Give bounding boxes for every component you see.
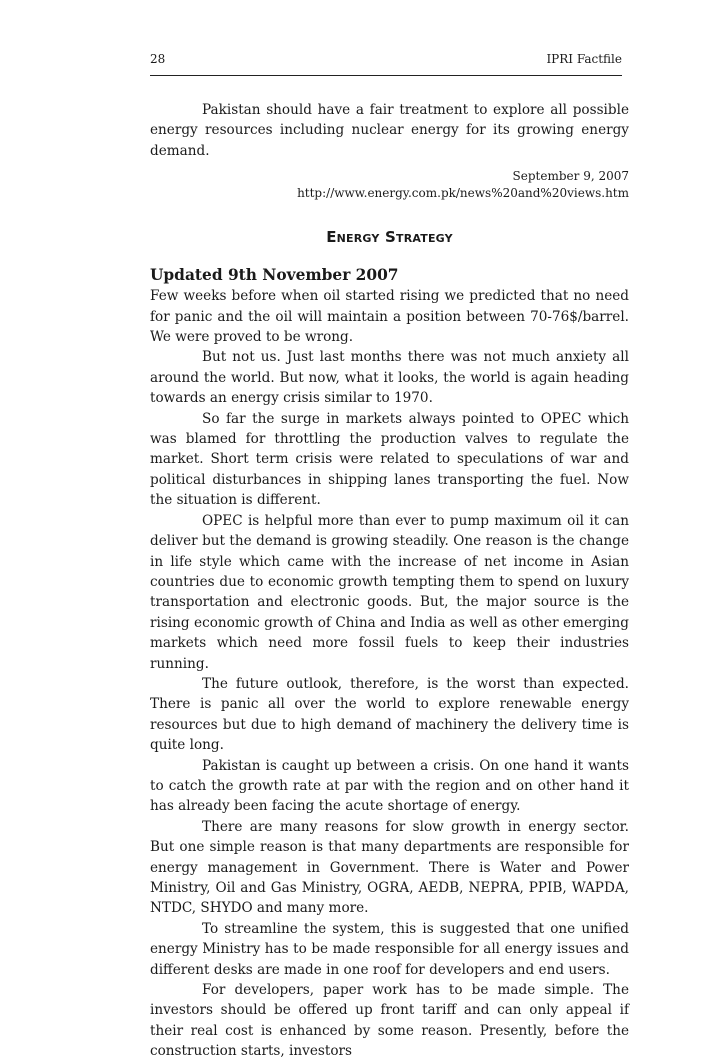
paragraph: To streamline the system, this is suggested that one unified energy Ministry has to be made responsible for all energy issues and different desks are made in one roof for developers and end users. bbox=[150, 920, 629, 978]
page-number: 28 bbox=[150, 52, 166, 66]
paragraph: Pakistan is caught up between a crisis. On one hand it wants to catch the growth rate at par with the region and on other hand it has already been facing the acute shortage of energy. bbox=[150, 757, 629, 815]
updated-line: Updated 9th November 2007 bbox=[150, 266, 399, 285]
page-header bbox=[150, 50, 622, 74]
paragraph: But not us. Just last months there was not much anxiety all around the world. But now, what it looks, the world is again heading towards an energy crisis similar to 1970. bbox=[150, 349, 629, 407]
paragraph: There are many reasons for slow growth in energy sector. But one simple reason is that many departments are responsible for energy management in Government. There is Water and Power Ministry, Oil and Gas Ministry, OGRA, AEDB, NEPRA, PPIB, WAPDA, NTDC, SHYDO and many more. bbox=[150, 818, 629, 917]
intro-paragraph: Pakistan should have a fair treatment to explore all possible energy resources including nuclear energy for its growing energy demand. bbox=[150, 102, 629, 159]
source-block bbox=[150, 168, 629, 202]
paragraph: For developers, paper work has to be made simple. The investors should be offered up front tariff and can only appeal if their real cost is enhanced by some reason. Presently, before the construction starts, investors bbox=[150, 982, 629, 1060]
paragraph: The future outlook, therefore, is the worst than expected. There is panic all over the world to explore renewable energy resources but due to high demand of machinery the delivery time is quite long. bbox=[150, 675, 629, 754]
paragraph: OPEC is helpful more than ever to pump maximum oil it can deliver but the demand is growing steadily. One reason is the change in life style which came with the increase of net income in Asian countries due to economic growth tempting them to spend on luxury transportation and electronic goods. But, the major source is the rising economic growth of China and India as well as other emerging markets which need more fossil fuels to keep their industries running. bbox=[150, 512, 629, 672]
header-rule bbox=[150, 75, 622, 76]
source-url: http://www.energy.com.pk/news%20and%20views.htm bbox=[297, 186, 629, 201]
paragraph: Few weeks before when oil started rising we predicted that no need for panic and the oil will maintain a position between 70-76$/barrel. We were proved to be wrong. bbox=[150, 288, 629, 346]
running-title: IPRI Factfile bbox=[546, 52, 622, 66]
paragraph: So far the surge in markets always pointed to OPEC which was blamed for throttling the production valves to regulate the market. Short term crisis were related to speculations of war and political disturbances in shipping lanes transporting the fuel. Now the situation is different. bbox=[150, 410, 629, 509]
source-date: September 9, 2007 bbox=[512, 169, 629, 184]
page-body bbox=[150, 100, 629, 1062]
article-title: Energy Strategy bbox=[326, 228, 453, 247]
